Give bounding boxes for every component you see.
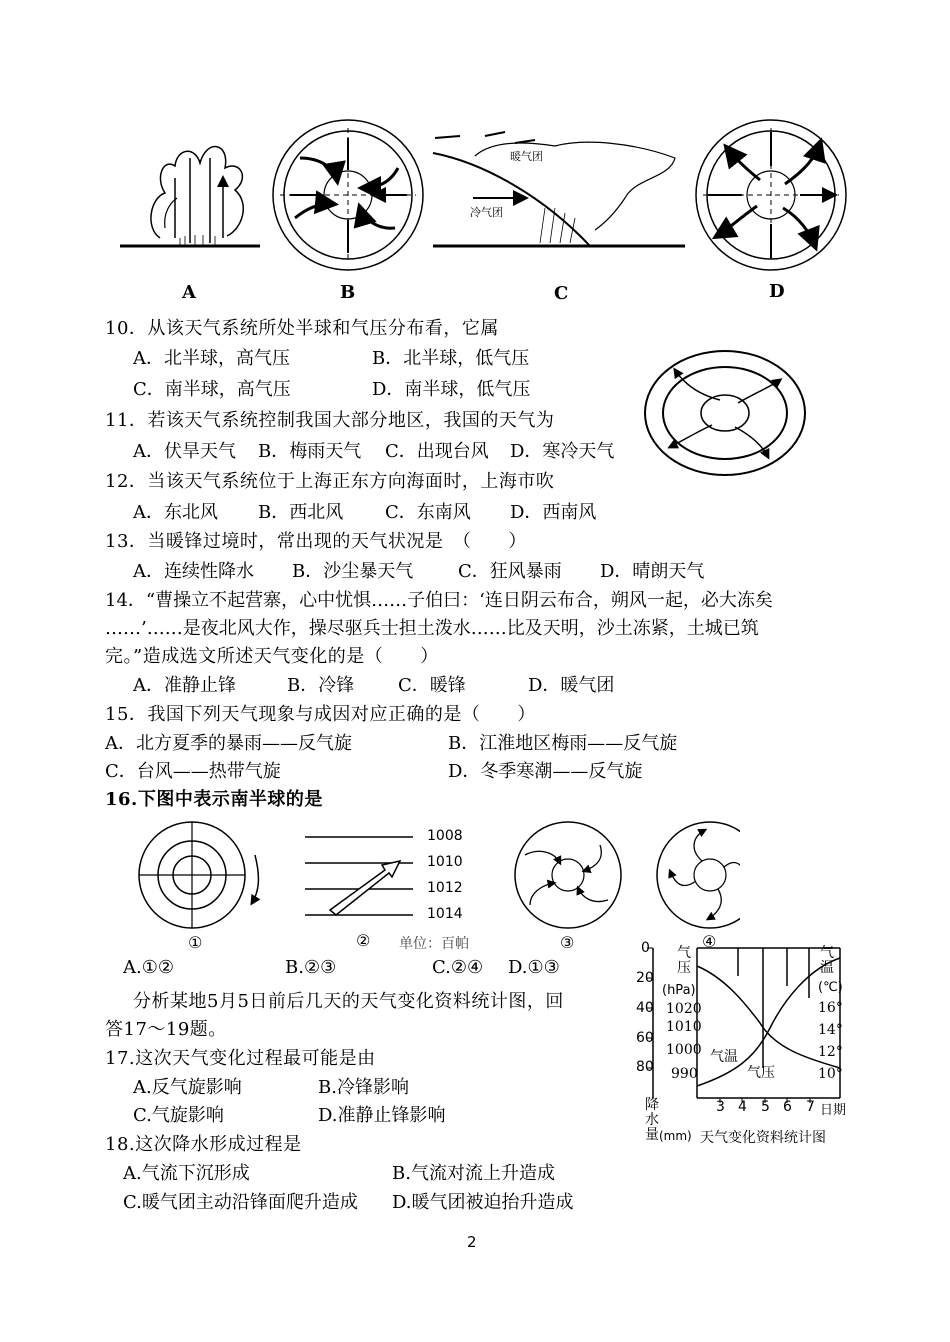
q13-option-d[interactable]: D．晴朗天气 [600,561,705,582]
precip-tick-80: 80 [636,1059,654,1075]
q11-option-d[interactable]: D．寒冷天气 [510,441,615,462]
q11-option-a[interactable]: A．伏旱天气 [133,441,236,462]
figure-c-front [433,132,685,246]
q16-figure-number-2: ② [356,931,371,950]
q10-option-c[interactable]: C．南半球，高气压 [133,379,291,400]
figure-label-b: B [340,282,356,303]
q18-option-d[interactable]: D.暖气团被迫抬升造成 [392,1192,574,1213]
precip-tick-60: 60 [636,1030,654,1046]
date-tick-7: 7 [806,1099,815,1115]
weather-chart-title: 天气变化资料统计图 [700,1130,826,1146]
q16-figure-4 [657,822,740,928]
q12-option-a[interactable]: A．东北风 [133,502,218,523]
pressure-curve-label: 气压 [747,1065,775,1081]
q12-option-d[interactable]: D．西南风 [510,502,597,523]
q16-option-d[interactable]: D.①③ [508,957,560,978]
precip-tick-40: 40 [636,1000,654,1016]
q13-option-a[interactable]: A．连续性降水 [133,561,254,582]
q18-option-c[interactable]: C.暖气团主动沿锋面爬升造成 [123,1192,358,1213]
q10-option-d[interactable]: D．南半球，低气压 [372,379,531,400]
precip-tick-0: 0 [641,940,650,956]
warm-air-mass-label: 暖气团 [510,150,543,163]
pressure-axis-label: 气压 [677,945,691,976]
q11-option-c[interactable]: C．出现台风 [385,441,489,462]
q10-option-b[interactable]: B．北半球，低气压 [372,348,530,369]
q10-stem: 10．从该天气系统所处半球和气压分布看，它属 [105,318,499,339]
page-number: 2 [467,1233,477,1251]
q11-option-b[interactable]: B．梅雨天气 [258,441,362,462]
intro-17-19-line-1: 分析某地5月5日前后几天的天气变化资料统计图，回 [133,991,564,1012]
q16-figure-number-4: ④ [702,932,717,951]
q17-option-a[interactable]: A.反气旋影响 [133,1077,242,1098]
figure-d-anticyclone [696,120,846,270]
q14-line-2: ……’……是夜北风大作，操尽驱兵士担土泼水……比及天明，沙土冻紧，土城已筑 [105,618,759,639]
precip-axis-unit: (mm) [659,1129,692,1143]
q18-option-b[interactable]: B.气流对流上升造成 [392,1163,555,1184]
q14-line-1: 14．“曹操立不起营寨，心中忧惧……子伯曰：‘连日阴云布合，朔风一起，必大冻矣 [105,590,773,611]
q14-line-3: 完。”造成选文所述天气变化的是（ ） [105,646,439,667]
q12-stem: 12．当该天气系统位于上海正东方向海面时，上海市吹 [105,471,555,492]
q17-option-c[interactable]: C.气旋影响 [133,1105,224,1126]
date-tick-6: 6 [783,1099,792,1115]
q13-option-b[interactable]: B．沙尘暴天气 [292,561,414,582]
temp-tick-10: 10° [818,1066,843,1082]
q17-option-d[interactable]: D.准静止锋影响 [318,1105,446,1126]
date-tick-4: 4 [738,1099,747,1115]
precip-axis-label: 降水量 [645,1097,659,1143]
q18-option-a[interactable]: A.气流下沉形成 [123,1163,250,1184]
date-tick-3: 3 [716,1099,725,1115]
temp-tick-14: 14° [818,1022,843,1038]
figure-b-cyclone [273,120,423,270]
q15-option-b[interactable]: B．江淮地区梅雨——反气旋 [448,733,678,754]
q16-figure-1 [139,822,258,928]
q11-stem: 11．若该天气系统控制我国大部分地区，我国的天气为 [105,410,555,431]
q15-stem: 15．我国下列天气现象与成因对应正确的是（ ） [105,704,536,725]
isobar-label-1012: 1012 [427,880,463,896]
figure-label-c: C [554,283,569,304]
pressure-axis-unit: (hPa) [662,983,696,998]
temp-tick-16: 16° [818,1000,843,1016]
temp-curve-label: 气温 [710,1049,738,1065]
q13-option-c[interactable]: C．狂风暴雨 [458,561,562,582]
q14-option-a[interactable]: A．准静止锋 [133,675,236,696]
temp-tick-12: 12° [818,1044,843,1060]
q17-option-b[interactable]: B.冷锋影响 [318,1077,409,1098]
q15-option-d[interactable]: D．冬季寒潮——反气旋 [448,761,643,782]
isobar-label-1014: 1014 [427,906,463,922]
weather-systems-figure [115,118,865,308]
date-axis-label: 日期 [820,1103,847,1118]
figure-label-d: D [769,281,785,302]
q12-option-c[interactable]: C．东南风 [385,502,471,523]
q16-option-a[interactable]: A.①② [123,957,174,978]
q15-option-c[interactable]: C．台风——热带气旋 [105,761,281,782]
temp-axis-label: 气温 [820,945,834,976]
q14-option-c[interactable]: C．暖锋 [398,675,466,696]
q16-unit-label: 单位：百帕 [399,936,469,952]
q14-option-b[interactable]: B．冷锋 [287,675,355,696]
figure-a-convection [120,147,260,246]
temp-axis-unit: (℃) [818,980,843,995]
q12-option-b[interactable]: B．西北风 [258,502,344,523]
precip-tick-20: 20 [636,970,654,986]
q16-figure-2 [305,837,413,915]
q18-stem: 18.这次降水形成过程是 [105,1134,302,1155]
intro-17-19-line-2: 答17～19题。 [105,1019,227,1040]
q16-stem: 16.下图中表示南半球的是 [105,789,323,810]
figure-label-a: A [182,282,196,303]
q10-option-a[interactable]: A．北半球，高气压 [133,348,290,369]
q16-option-c[interactable]: C.②④ [432,957,484,978]
q16-figure-number-3: ③ [560,933,575,952]
q13-stem: 13．当暖锋过境时，常出现的天气状况是 （ ） [105,531,527,552]
q17-stem: 17.这次天气变化过程最可能是由 [105,1048,376,1069]
pressure-tick-1020: 1020 [666,1001,702,1017]
q14-option-d[interactable]: D．暖气团 [528,675,615,696]
q16-figure-number-1: ① [188,933,203,952]
q10-weather-system-figure [640,345,810,481]
pressure-tick-990: 990 [671,1066,698,1082]
q15-option-a[interactable]: A．北方夏季的暴雨——反气旋 [105,733,352,754]
isobar-label-1008: 1008 [427,828,463,844]
q16-option-b[interactable]: B.②③ [285,957,337,978]
q16-figure-3 [515,822,621,928]
cold-air-mass-label: 冷气团 [470,206,503,219]
pressure-tick-1000: 1000 [666,1042,702,1058]
pressure-tick-1010: 1010 [666,1019,702,1035]
isobar-label-1010: 1010 [427,854,463,870]
date-tick-5: 5 [761,1099,770,1115]
